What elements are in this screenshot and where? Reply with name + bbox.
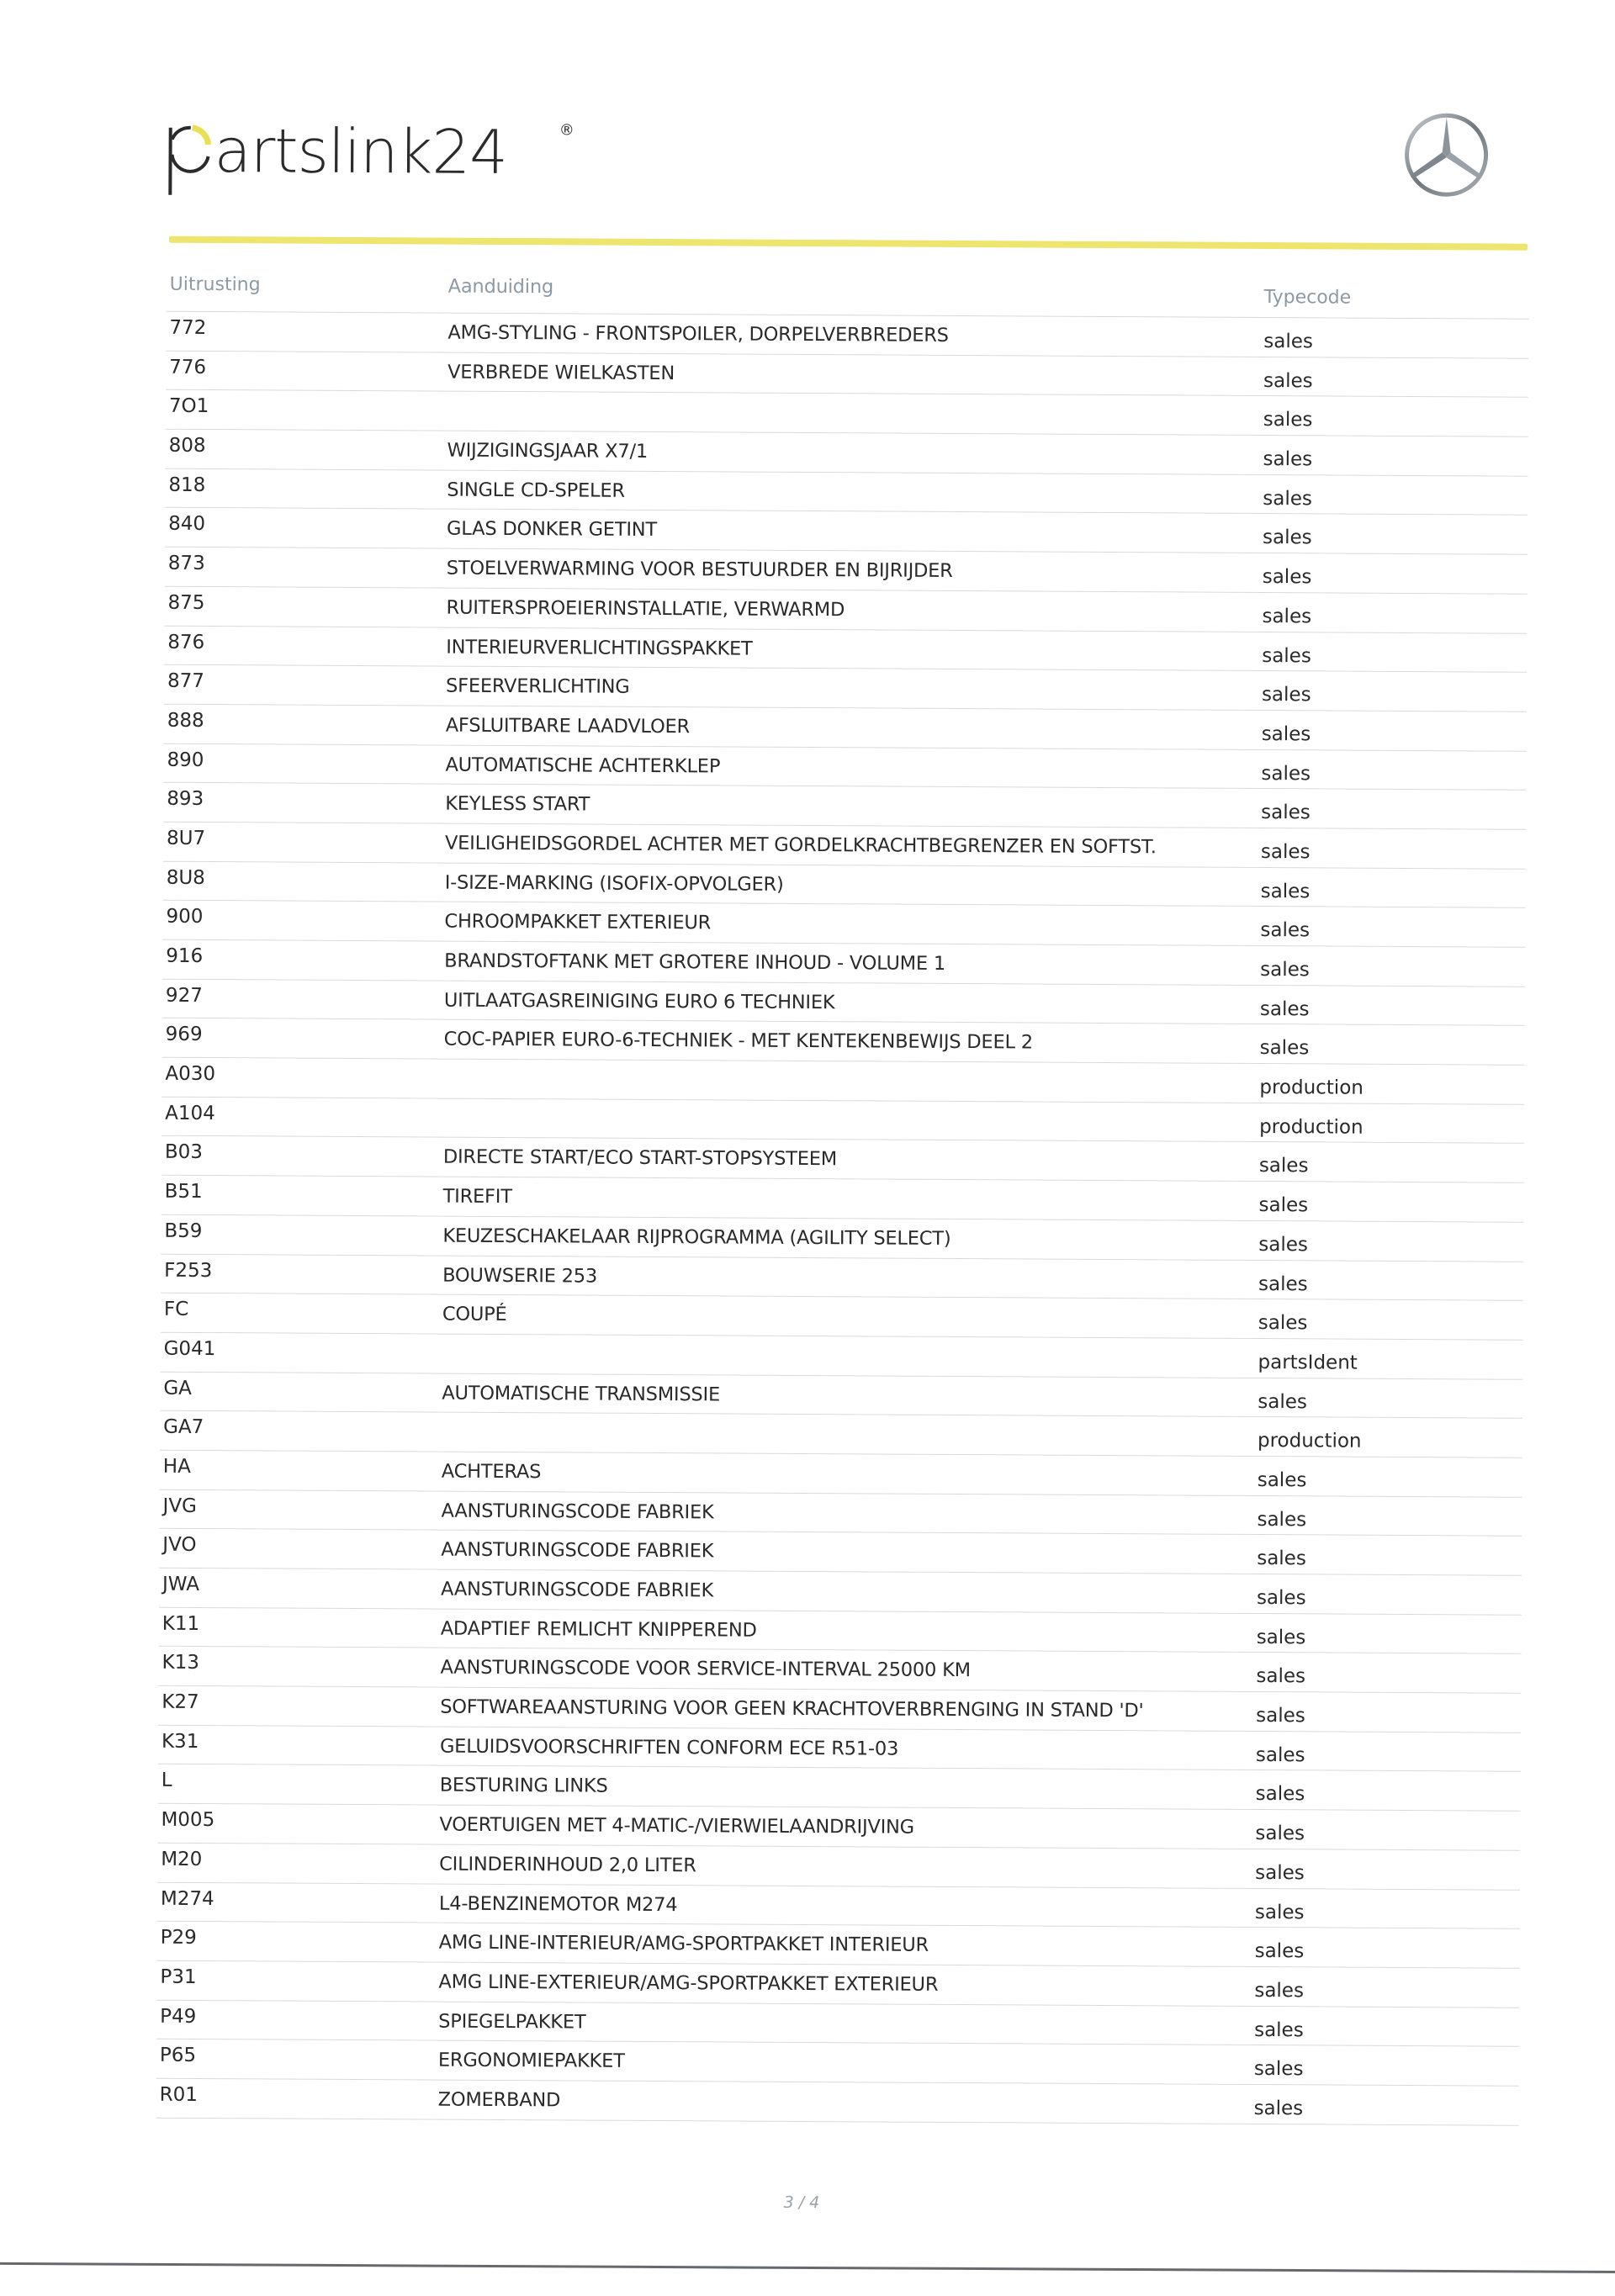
equipment-description: BRANDSTOFTANK MET GROTERE INHOUD - VOLUME 1 xyxy=(444,950,946,975)
equipment-code: P29 xyxy=(160,1926,197,1949)
equipment-code: G041 xyxy=(163,1337,216,1360)
equipment-code: K31 xyxy=(161,1730,199,1753)
table-body xyxy=(156,312,1529,2126)
type-code: sales xyxy=(1255,1743,1305,1767)
type-code: sales xyxy=(1258,1390,1307,1413)
equipment-description: AUTOMATISCHE TRANSMISSIE xyxy=(442,1382,721,1405)
equipment-code: A030 xyxy=(165,1062,216,1086)
equipment-description: TIREFIT xyxy=(442,1185,512,1209)
type-code: sales xyxy=(1258,1272,1308,1295)
equipment-code: 772 xyxy=(169,316,207,339)
equipment-description: AANSTURINGSCODE FABRIEK xyxy=(440,1578,714,1602)
type-code: sales xyxy=(1260,880,1311,902)
equipment-description: WIJZIGINGSJAAR X7/1 xyxy=(447,439,649,463)
equipment-code: K13 xyxy=(162,1652,199,1674)
equipment-description: SFEERVERLICHTING xyxy=(445,675,630,698)
equipment-description: BOUWSERIE 253 xyxy=(442,1264,598,1288)
equipment-description: GLAS DONKER GETINT xyxy=(447,518,658,542)
equipment-description: COUPÉ xyxy=(442,1303,507,1326)
type-code: sales xyxy=(1262,526,1312,549)
equipment-description: AMG LINE-EXTERIEUR/AMG-SPORTPAKKET EXTERIEUR xyxy=(438,1971,939,1996)
type-code: sales xyxy=(1257,1468,1307,1492)
equipment-description: INTERIEURVERLICHTINGSPAKKET xyxy=(446,636,753,660)
equipment-description: VERBREDE WIELKASTEN xyxy=(447,361,675,384)
equipment-description: AANSTURINGSCODE FABRIEK xyxy=(441,1500,714,1524)
equipment-description: L4-BENZINEMOTOR M274 xyxy=(438,1892,678,1916)
equipment-code: 840 xyxy=(168,513,206,536)
equipment-code: 8U7 xyxy=(166,827,206,849)
equipment-code: 893 xyxy=(167,787,204,811)
type-code: production xyxy=(1257,1430,1362,1452)
equipment-code: 888 xyxy=(167,709,204,732)
equipment-code: A104 xyxy=(165,1102,215,1124)
equipment-code: B59 xyxy=(164,1219,203,1242)
equipment-code: 927 xyxy=(165,984,203,1007)
equipment-code: FC xyxy=(163,1298,189,1321)
equipment-code: 900 xyxy=(166,906,204,928)
equipment-code: 818 xyxy=(168,473,206,496)
equipment-code: GA xyxy=(163,1377,193,1399)
type-code: sales xyxy=(1262,644,1311,667)
equipment-description: KEYLESS START xyxy=(445,792,590,816)
type-code: sales xyxy=(1262,605,1312,628)
equipment-code: K11 xyxy=(162,1612,200,1635)
equipment-code: L xyxy=(161,1770,172,1792)
equipment-description: SPIEGELPAKKET xyxy=(438,2010,586,2034)
equipment-code: HA xyxy=(162,1455,191,1478)
equipment-code: 969 xyxy=(165,1024,203,1046)
equipment-code: P65 xyxy=(159,2044,197,2067)
equipment-code: 876 xyxy=(167,631,205,653)
type-code: sales xyxy=(1261,684,1311,706)
accent-divider xyxy=(169,236,1528,251)
equipment-description: RUITERSPROEIERINSTALLATIE, VERWARMD xyxy=(446,596,845,622)
equipment-code: 890 xyxy=(167,749,204,771)
equipment-code: 808 xyxy=(168,434,206,458)
type-code: sales xyxy=(1261,762,1311,785)
equipment-code: F253 xyxy=(164,1259,213,1282)
equipment-description: COC-PAPIER EURO-6-TECHNIEK - MET KENTEKENBEWIJS DEEL 2 xyxy=(443,1028,1033,1054)
equipment-description: KEUZESCHAKELAAR RIJPROGRAMMA (AGILITY SELECT) xyxy=(442,1225,951,1250)
equipment-code: 776 xyxy=(169,356,207,378)
type-code: production xyxy=(1259,1077,1363,1099)
type-code: sales xyxy=(1254,2018,1304,2041)
type-code: sales xyxy=(1254,1979,1305,2002)
partslink24-logo-icon xyxy=(167,104,588,199)
partslink24-logo xyxy=(167,104,588,199)
type-code: sales xyxy=(1260,959,1310,981)
equipment-description: GELUIDSVOORSCHRIFTEN CONFORM ECE R51-03 xyxy=(439,1735,899,1760)
equipment-code: M005 xyxy=(161,1808,215,1832)
type-code: sales xyxy=(1260,919,1311,942)
equipment-description: UITLAATGASREINIGING EURO 6 TECHNIEK xyxy=(443,989,835,1013)
column-header-typecode: Typecode xyxy=(1263,287,1352,309)
column-header-uitrusting: Uitrusting xyxy=(169,273,261,296)
type-code: sales xyxy=(1259,997,1310,1021)
equipment-code: 877 xyxy=(167,669,205,693)
type-code: sales xyxy=(1258,1155,1309,1177)
equipment-code: JWA xyxy=(162,1573,200,1595)
registered-mark: ® xyxy=(559,121,575,140)
equipment-code: JVO xyxy=(162,1534,197,1557)
equipment-description: AMG LINE-INTERIEUR/AMG-SPORTPAKKET INTERIEUR xyxy=(438,1931,929,1957)
type-code: partsIdent xyxy=(1258,1351,1358,1374)
type-code: sales xyxy=(1259,1037,1310,1060)
equipment-description: AUTOMATISCHE ACHTERKLEP xyxy=(445,754,721,777)
type-code: sales xyxy=(1263,369,1313,393)
equipment-description: VEILIGHEIDSGORDEL ACHTER MET GORDELKRACHTBEGRENZER EN SOFTST. xyxy=(444,832,1157,859)
equipment-table xyxy=(156,267,1529,2126)
equipment-code: 916 xyxy=(166,944,204,967)
type-code: sales xyxy=(1258,1312,1308,1335)
type-code: sales xyxy=(1255,1861,1305,1885)
column-header-aanduiding: Aanduiding xyxy=(447,275,554,299)
type-code: sales xyxy=(1254,1940,1305,1963)
equipment-description: ADAPTIEF REMLICHT KNIPPEREND xyxy=(440,1617,757,1642)
equipment-code: K27 xyxy=(162,1690,199,1714)
equipment-code: JVG xyxy=(162,1495,198,1517)
type-code: sales xyxy=(1256,1586,1306,1610)
equipment-code: M274 xyxy=(160,1887,214,1910)
equipment-description: AMG-STYLING - FRONTSPOILER, DORPELVERBREDERS xyxy=(447,321,949,347)
equipment-code: P31 xyxy=(160,1965,197,1988)
type-code: sales xyxy=(1263,409,1313,431)
type-code: sales xyxy=(1255,1783,1305,1806)
logo-wordmark: artslink24 xyxy=(214,115,508,188)
type-code: sales xyxy=(1256,1705,1305,1727)
type-code: sales xyxy=(1261,722,1311,746)
type-code: production xyxy=(1259,1115,1363,1139)
equipment-description: ERGONOMIEPAKKET xyxy=(437,2049,625,2073)
page-number: 3 / 4 xyxy=(783,2193,820,2213)
equipment-description: DIRECTE START/ECO START-STOPSYSTEEM xyxy=(442,1146,838,1171)
table-row xyxy=(156,2079,1519,2126)
equipment-description: CHROOMPAKKET EXTERIEUR xyxy=(444,910,712,934)
equipment-code: 7O1 xyxy=(168,395,209,418)
equipment-code: B51 xyxy=(164,1180,203,1204)
type-code: sales xyxy=(1257,1508,1307,1531)
equipment-code: 873 xyxy=(167,552,205,575)
type-code: sales xyxy=(1253,2097,1304,2120)
type-code: sales xyxy=(1254,1901,1305,1923)
type-code: sales xyxy=(1263,448,1313,471)
equipment-description: ACHTERAS xyxy=(441,1460,542,1484)
equipment-code: 875 xyxy=(167,591,205,614)
equipment-description: CILINDERINHOUD 2,0 LITER xyxy=(439,1853,696,1877)
type-code: sales xyxy=(1263,331,1314,353)
equipment-code: M20 xyxy=(161,1848,203,1870)
equipment-description: AANSTURINGSCODE FABRIEK xyxy=(441,1538,714,1563)
equipment-description: STOELVERWARMING VOOR BESTUURDER EN BIJRIJDER xyxy=(446,557,953,583)
equipment-description: AFSLUITBARE LAADVLOER xyxy=(445,714,691,738)
type-code: sales xyxy=(1263,487,1312,511)
equipment-description: VOERTUIGEN MET 4-MATIC-/VIERWIELAANDRIJVING xyxy=(439,1813,915,1838)
type-code: sales xyxy=(1261,801,1311,824)
type-code: sales xyxy=(1258,1194,1309,1217)
mercedes-star-icon xyxy=(1401,110,1491,200)
equipment-code: R01 xyxy=(159,2083,198,2106)
type-code: sales xyxy=(1257,1547,1306,1570)
type-code: sales xyxy=(1260,840,1311,864)
equipment-description: ZOMERBAND xyxy=(437,2088,561,2112)
type-code: sales xyxy=(1253,2058,1304,2081)
type-code: sales xyxy=(1256,1626,1306,1649)
equipment-code: GA7 xyxy=(163,1415,204,1439)
equipment-description: SOFTWAREAANSTURING VOOR GEEN KRACHTOVERBRENGING IN STAND 'D' xyxy=(440,1696,1144,1722)
equipment-code: 8U8 xyxy=(166,866,205,889)
type-code: sales xyxy=(1258,1233,1309,1256)
equipment-description: BESTURING LINKS xyxy=(439,1775,608,1798)
table-header xyxy=(167,267,1529,320)
equipment-description: I-SIZE-MARKING (ISOFIX-OPVOLGER) xyxy=(444,871,784,896)
equipment-code: B03 xyxy=(164,1141,204,1164)
type-code: sales xyxy=(1255,1823,1305,1845)
equipment-description: SINGLE CD-SPELER xyxy=(447,479,625,502)
equipment-description: AANSTURINGSCODE VOOR SERVICE-INTERVAL 25000 KM xyxy=(440,1656,971,1682)
type-code: sales xyxy=(1256,1665,1306,1688)
type-code: sales xyxy=(1262,566,1312,589)
equipment-code: P49 xyxy=(160,2005,197,2028)
